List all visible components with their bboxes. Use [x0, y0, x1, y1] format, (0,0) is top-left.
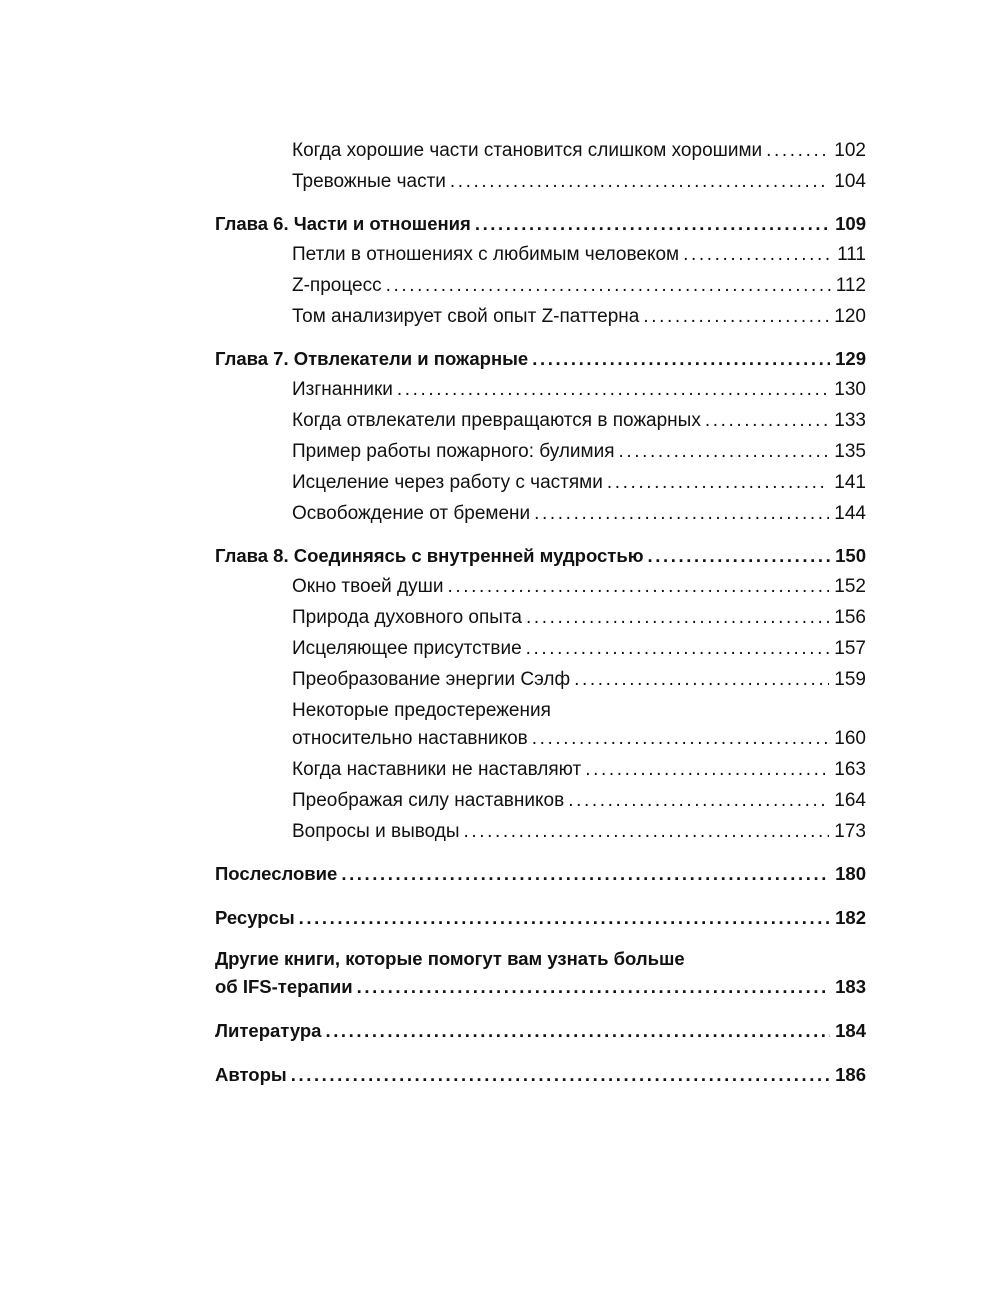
toc-entry[interactable]: [215, 571, 866, 602]
toc-section-page: 183: [835, 976, 866, 997]
toc-entry-page: 159: [834, 669, 866, 690]
toc-section: [215, 971, 866, 1002]
toc-chapter-8[interactable]: [215, 540, 866, 571]
toc-section-title-line2: об IFS-терапии: [215, 976, 353, 997]
toc-entry[interactable]: [215, 664, 866, 695]
toc-entry-page: 104: [834, 171, 866, 192]
leader-dots: [447, 577, 829, 596]
toc-entry-title: Окно твоей души: [292, 576, 444, 597]
toc-entry[interactable]: [215, 436, 866, 467]
leader-dots: [705, 411, 829, 430]
toc-entry-title: Петли в отношениях с любимым человеком: [292, 244, 680, 265]
table-of-contents: [215, 135, 866, 1090]
leader-dots: [291, 1066, 830, 1085]
leader-dots: [585, 760, 829, 779]
toc-entry-page: 135: [834, 441, 866, 462]
leader-dots: [619, 442, 830, 461]
leader-dots: [607, 473, 829, 492]
toc-section-title: Литература: [215, 1020, 322, 1041]
toc-entry-page: 112: [835, 275, 866, 296]
toc-section-page: 182: [835, 907, 866, 928]
leader-dots: [397, 380, 829, 399]
toc-entry-title: Исцеляющее присутствие: [292, 638, 522, 659]
toc-section-other-books[interactable]: [215, 946, 866, 1002]
toc-section-title-line1: Другие книги, которые помогут вам узнать больше: [215, 948, 685, 969]
toc-entry-page: 164: [834, 790, 866, 811]
toc-entry[interactable]: [215, 239, 866, 270]
toc-section-afterword[interactable]: [215, 858, 866, 889]
leader-dots: [325, 1022, 830, 1041]
toc-section-title: Авторы: [215, 1064, 287, 1085]
toc-entry-page: 156: [834, 607, 866, 628]
toc-entry[interactable]: [215, 816, 866, 847]
toc-entry[interactable]: [215, 405, 866, 436]
leader-dots: [341, 865, 830, 884]
leader-dots: [534, 504, 829, 523]
toc-section-literature[interactable]: [215, 1015, 866, 1046]
leader-dots: [450, 172, 829, 191]
toc-entry-page: 111: [837, 244, 866, 265]
toc-entry[interactable]: [215, 633, 866, 664]
toc-chapter-7[interactable]: [215, 343, 866, 374]
leader-dots: [568, 791, 829, 810]
toc-entry[interactable]: [215, 166, 866, 197]
leader-dots: [766, 141, 829, 160]
toc-entry-title-line2: относительно наставников: [292, 728, 528, 749]
toc-entry-title: Преображая силу наставников: [292, 790, 565, 811]
toc-chapter-page: 129: [835, 348, 866, 369]
toc-entry-page: 152: [834, 576, 866, 597]
toc-entry-title: Преобразование энергии Сэлф: [292, 669, 571, 690]
leader-dots: [357, 978, 830, 997]
leader-dots: [526, 608, 829, 627]
leader-dots: [648, 547, 831, 566]
toc-section-page: 180: [835, 863, 866, 884]
toc-entry-title: Исцеление через работу с частями: [292, 472, 603, 493]
toc-entry-title: Z-процесс: [292, 275, 382, 296]
leader-dots: [526, 639, 830, 658]
toc-entry[interactable]: [215, 301, 866, 332]
toc-entry-page: 157: [834, 638, 866, 659]
leader-dots: [299, 909, 830, 928]
leader-dots: [386, 276, 831, 295]
leader-dots: [464, 822, 830, 841]
toc-entry-title: Когда наставники не наставляют: [292, 759, 582, 780]
toc-section-resources[interactable]: [215, 902, 866, 933]
leader-dots: [532, 729, 830, 748]
toc-entry-title: Природа духовного опыта: [292, 607, 523, 628]
toc-entry-title: Пример работы пожарного: булимия: [292, 441, 615, 462]
toc-entry-title: Изгнанники: [292, 379, 393, 400]
toc-entry-title: Когда хорошие части становится слишком хорошими: [292, 140, 763, 161]
toc-entry-multiline[interactable]: [215, 698, 866, 754]
leader-dots: [532, 350, 830, 369]
toc-entry[interactable]: [215, 498, 866, 529]
toc-chapter-title: Глава 7. Отвлекатели и пожарные: [215, 348, 529, 369]
toc-entry[interactable]: [215, 467, 866, 498]
toc-section-page: 186: [835, 1064, 866, 1085]
toc-entry[interactable]: [215, 135, 866, 166]
leader-dots: [574, 670, 829, 689]
toc-chapter-title: Глава 8. Соединяясь с внутренней мудростью: [215, 545, 644, 566]
toc-entry-page: 144: [834, 503, 866, 524]
toc-entry-page: 173: [834, 821, 866, 842]
toc-chapter-title: Глава 6. Части и отношения: [215, 213, 471, 234]
toc-entry-title-line1: Некоторые предостережения: [292, 700, 551, 721]
toc-entry-title: Вопросы и выводы: [292, 821, 460, 842]
toc-entry[interactable]: [215, 754, 866, 785]
toc-entry-page: 160: [834, 728, 866, 749]
toc-entry[interactable]: [215, 785, 866, 816]
toc-entry-page: 130: [834, 379, 866, 400]
leader-dots: [643, 307, 829, 326]
toc-entry[interactable]: [215, 602, 866, 633]
toc-entry: [215, 723, 866, 754]
toc-section-authors[interactable]: [215, 1059, 866, 1090]
toc-entry[interactable]: [215, 270, 866, 301]
toc-entry-title: Когда отвлекатели превращаются в пожарных: [292, 410, 701, 431]
leader-dots: [683, 245, 832, 264]
toc-entry[interactable]: [215, 374, 866, 405]
toc-entry-page: 133: [834, 410, 866, 431]
toc-entry-page: 120: [834, 306, 866, 327]
toc-section-title: Ресурсы: [215, 907, 295, 928]
toc-entry-page: 141: [834, 472, 866, 493]
toc-entry-title: Том анализирует свой опыт Z-паттерна: [292, 306, 640, 327]
toc-entry-page: 102: [834, 140, 866, 161]
toc-entry-title: Тревожные части: [292, 171, 446, 192]
toc-chapter-page: 109: [835, 213, 866, 234]
toc-chapter-page: 150: [835, 545, 866, 566]
toc-entry-page: 163: [834, 759, 866, 780]
toc-section-page: 184: [835, 1020, 866, 1041]
toc-entry-title: Освобождение от бремени: [292, 503, 531, 524]
toc-section-title: Послесловие: [215, 863, 338, 884]
toc-chapter-6[interactable]: [215, 208, 866, 239]
leader-dots: [475, 215, 830, 234]
